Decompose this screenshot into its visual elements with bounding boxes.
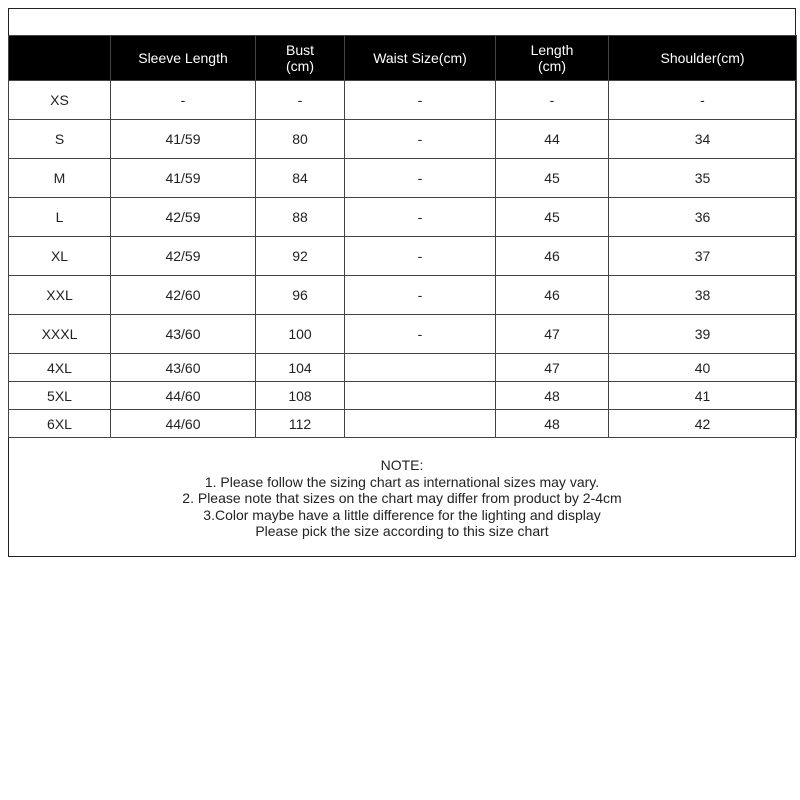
table-row: [9, 354, 797, 382]
cell-sleeve-length: 44/60: [111, 410, 256, 438]
cell-shoulder: 40: [609, 354, 797, 382]
note-line-3: 3.Color maybe have a little difference for the lighting and display: [203, 506, 601, 523]
header-waist-size: Waist Size(cm): [345, 36, 496, 81]
size-chart-table: [8, 35, 797, 438]
cell-length: -: [496, 81, 609, 120]
cell-shoulder: 35: [609, 159, 797, 198]
cell-waist-size: -: [345, 276, 496, 315]
cell-size: 5XL: [9, 382, 111, 410]
table-row: [9, 315, 797, 354]
cell-shoulder: -: [609, 81, 797, 120]
cell-bust: 88: [256, 198, 345, 237]
cell-bust: 80: [256, 120, 345, 159]
cell-waist-size: [345, 382, 496, 410]
table-row: [9, 159, 797, 198]
cell-sleeve-length: 41/59: [111, 159, 256, 198]
cell-shoulder: 37: [609, 237, 797, 276]
cell-waist-size: -: [345, 198, 496, 237]
cell-bust: 100: [256, 315, 345, 354]
cell-size: XXL: [9, 276, 111, 315]
table-row: [9, 410, 797, 438]
cell-bust: 96: [256, 276, 345, 315]
note-section: [8, 438, 796, 557]
cell-shoulder: 39: [609, 315, 797, 354]
note-line-1: 1. Please follow the sizing chart as international sizes may vary.: [204, 473, 600, 490]
note-line-4: Please pick the size according to this size chart: [255, 523, 549, 539]
cell-length: 47: [496, 315, 609, 354]
cell-waist-size: -: [345, 81, 496, 120]
cell-shoulder: 41: [609, 382, 797, 410]
cell-waist-size: -: [345, 120, 496, 159]
cell-bust: -: [256, 81, 345, 120]
cell-sleeve-length: 44/60: [111, 382, 256, 410]
cell-shoulder: 38: [609, 276, 797, 315]
cell-size: XS: [9, 81, 111, 120]
header-shoulder: Shoulder(cm): [609, 36, 797, 81]
cell-waist-size: [345, 354, 496, 382]
table-row: [9, 81, 797, 120]
cell-bust: 104: [256, 354, 345, 382]
table-row: [9, 237, 797, 276]
cell-sleeve-length: 41/59: [111, 120, 256, 159]
cell-size: S: [9, 120, 111, 159]
cell-sleeve-length: 42/59: [111, 237, 256, 276]
cell-sleeve-length: 43/60: [111, 354, 256, 382]
header-sleeve-length: Sleeve Length: [111, 36, 256, 81]
cell-length: 46: [496, 237, 609, 276]
cell-length: 47: [496, 354, 609, 382]
cell-length: 45: [496, 198, 609, 237]
cell-length: 45: [496, 159, 609, 198]
cell-sleeve-length: 43/60: [111, 315, 256, 354]
cell-length: 44: [496, 120, 609, 159]
cell-waist-size: [345, 410, 496, 438]
cell-bust: 92: [256, 237, 345, 276]
header-bust: Bust (cm): [256, 36, 345, 81]
cell-sleeve-length: 42/60: [111, 276, 256, 315]
table-row: [9, 276, 797, 315]
cell-size: 6XL: [9, 410, 111, 438]
cell-waist-size: -: [345, 237, 496, 276]
cell-size: XL: [9, 237, 111, 276]
cell-sleeve-length: -: [111, 81, 256, 120]
table-row: [9, 198, 797, 237]
cell-waist-size: -: [345, 315, 496, 354]
cell-bust: 112: [256, 410, 345, 438]
cell-size: L: [9, 198, 111, 237]
cell-shoulder: 42: [609, 410, 797, 438]
cell-size: M: [9, 159, 111, 198]
cell-shoulder: 34: [609, 120, 797, 159]
cell-size: 4XL: [9, 354, 111, 382]
table-row: [9, 382, 797, 410]
cell-bust: 108: [256, 382, 345, 410]
cell-length: 48: [496, 410, 609, 438]
cell-shoulder: 36: [609, 198, 797, 237]
cell-waist-size: -: [345, 159, 496, 198]
note-line-2: 2. Please note that sizes on the chart may differ from product by 2-4cm: [182, 490, 622, 506]
table-row: [9, 120, 797, 159]
note-title: NOTE:: [380, 457, 424, 473]
cell-length: 48: [496, 382, 609, 410]
header-size: [9, 36, 111, 81]
table-header-row: [9, 36, 797, 81]
cell-sleeve-length: 42/59: [111, 198, 256, 237]
cell-bust: 84: [256, 159, 345, 198]
cell-size: XXXL: [9, 315, 111, 354]
header-length: Length (cm): [496, 36, 609, 81]
cell-length: 46: [496, 276, 609, 315]
